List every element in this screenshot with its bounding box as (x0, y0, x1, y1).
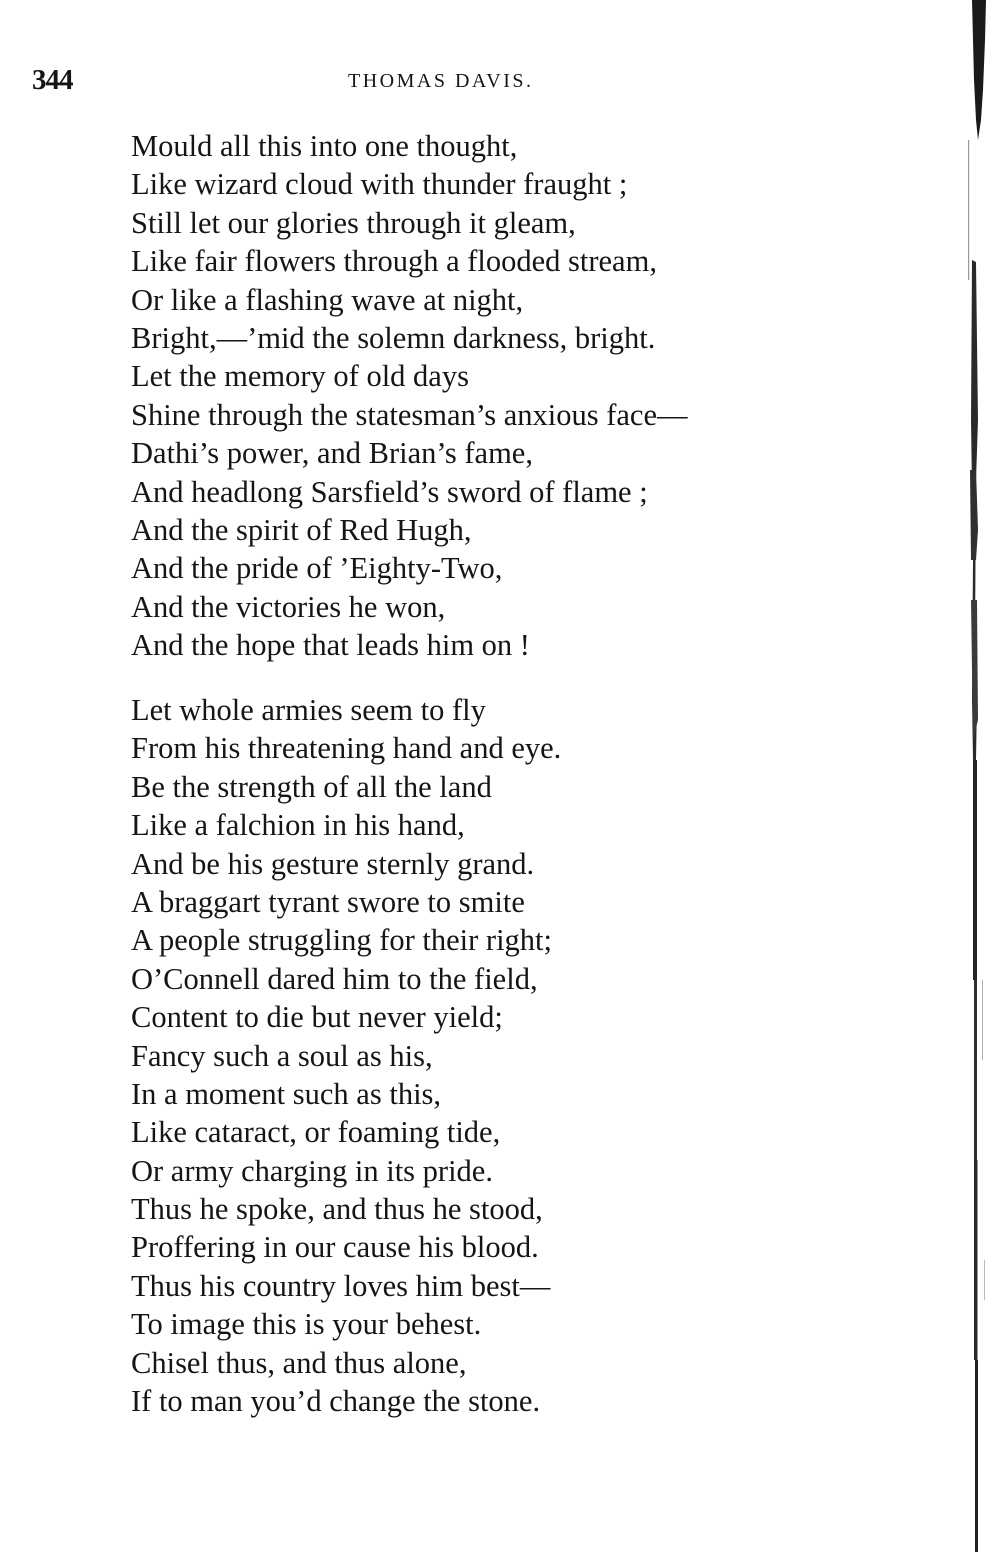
stanza (131, 127, 688, 664)
poem-line: O’Connell dared him to the field, (131, 961, 538, 996)
poem-line: Be the strength of all the land (131, 769, 492, 804)
poem-line: And be his gesture sternly grand. (131, 846, 535, 881)
poem-line: Like a falchion in his hand, (131, 808, 465, 843)
poem-line: Dathi’s power, and Brian’s fame, (131, 436, 533, 471)
poem-line: To image this is your behest. (131, 1307, 482, 1342)
running-head: THOMAS DAVIS. (348, 70, 534, 92)
poem-line: If to man you’d change the stone. (131, 1384, 541, 1419)
poem-line: In a moment such as this, (131, 1076, 442, 1111)
poem-line: Bright,—’mid the solemn darkness, bright. (131, 320, 656, 355)
poem-line: A braggart tyrant swore to smite (131, 884, 525, 919)
poem-line: Or army charging in its pride. (131, 1153, 493, 1188)
poem-line: Still let our glories through it gleam, (131, 205, 576, 240)
binding-edge-shadow (964, 0, 1000, 1552)
poem-line: Like wizard cloud with thunder fraught ; (131, 167, 628, 202)
poem-line: A people struggling for their right; (131, 923, 552, 958)
poem-line: Chisel thus, and thus alone, (131, 1345, 467, 1380)
poem-line: Fancy such a soul as his, (131, 1038, 433, 1073)
poem-line: And the victories he won, (131, 589, 446, 624)
poem-line: Let the memory of old days (131, 359, 469, 394)
poem-line: Like cataract, or foaming tide, (131, 1115, 501, 1150)
poem-line: And the hope that leads him on ! (131, 628, 530, 663)
poem-line: Thus his country loves him best— (131, 1268, 551, 1303)
poem-line: And the pride of ’Eighty-Two, (131, 551, 503, 586)
page-number: 344 (32, 64, 73, 96)
stanza (131, 691, 561, 1420)
poem-line: Like fair flowers through a flooded stream, (131, 244, 657, 279)
poem-line: Proffering in our cause his blood. (131, 1230, 539, 1265)
poem-line: Mould all this into one thought, (131, 129, 518, 163)
poem-line: Content to die but never yield; (131, 1000, 503, 1035)
poem-line: Shine through the statesman’s anxious face— (131, 397, 688, 432)
poem-line: Thus he spoke, and thus he stood, (131, 1192, 543, 1227)
poem-line: And headlong Sarsfield’s sword of flame ; (131, 474, 648, 509)
poem-line: And the spirit of Red Hugh, (131, 512, 472, 547)
poem-line: Let whole armies seem to fly (131, 693, 486, 727)
poem-line: Or like a flashing wave at night, (131, 282, 524, 317)
poem-line: From his threatening hand and eye. (131, 731, 562, 766)
